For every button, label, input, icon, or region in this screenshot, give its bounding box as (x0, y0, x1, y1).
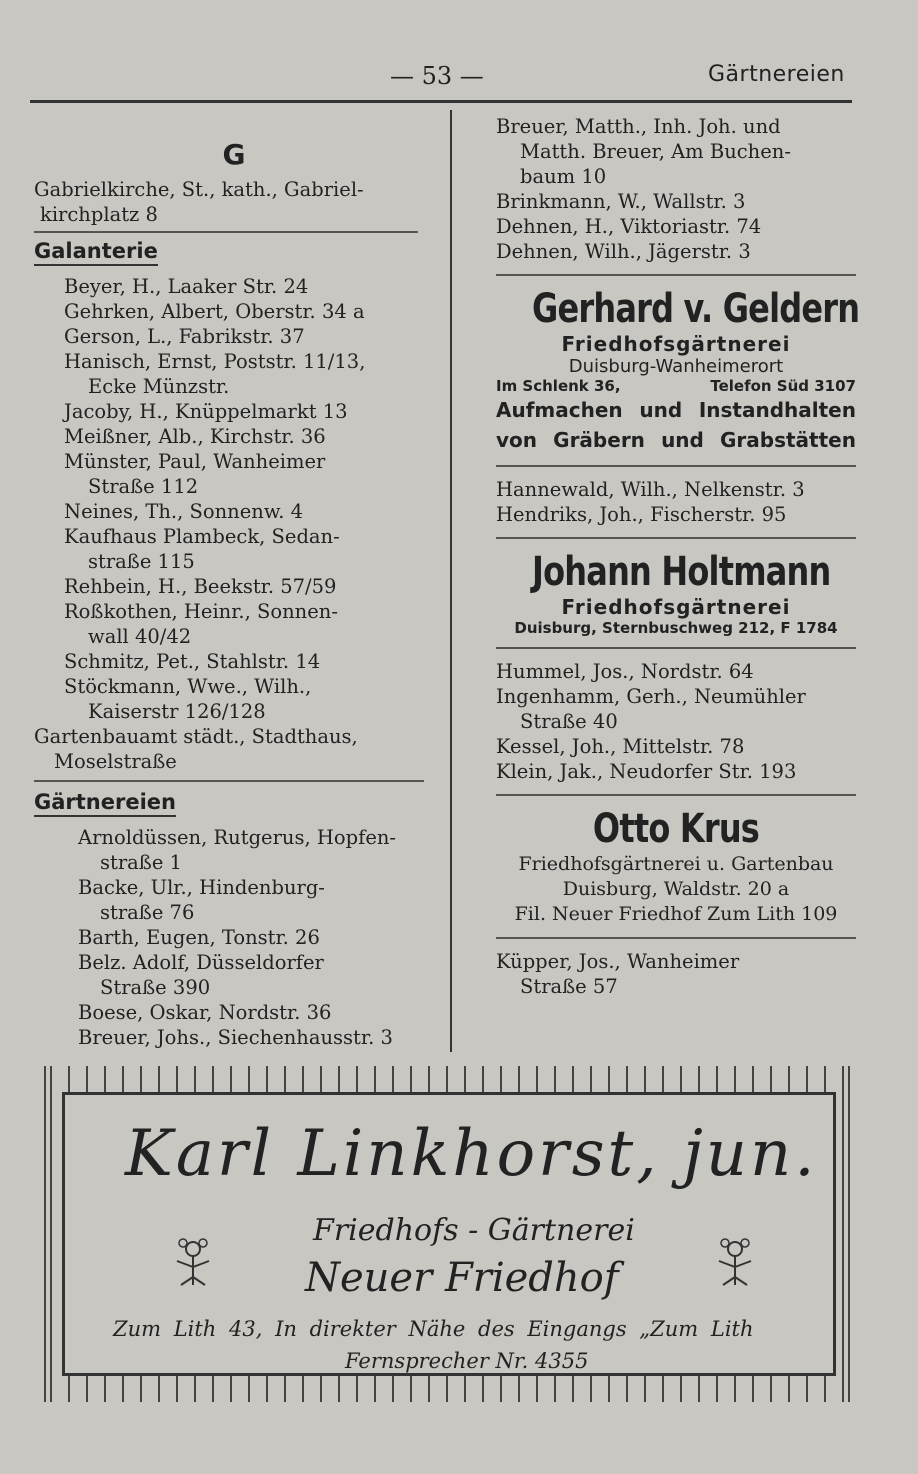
ad-linkhorst-place: Neuer Friedhof (305, 1255, 619, 1301)
ad-krus-line: Fil. Neuer Friedhof Zum Lith 109 (514, 903, 838, 925)
entry-line: Schmitz, Pet., Stahlstr. 14 (64, 650, 321, 673)
entry-line: Straße 112 (88, 475, 199, 498)
entry-line: Hanisch, Ernst, Poststr. 11/13, (64, 350, 366, 373)
ad-geldern (496, 286, 860, 455)
galanterie-heading: Galanterie (34, 239, 158, 266)
ad-geldern-name: Gerhard v. Geldern (532, 286, 860, 332)
entry-line: straße 76 (100, 901, 195, 924)
entry-line: Kaiserstr 126/128 (88, 700, 266, 723)
entry-line: wall 40/42 (88, 625, 192, 648)
ad-linkhorst-sub: Friedhofs - Gärtnerei (313, 1213, 635, 1248)
entry-line: Jacoby, H., Knüppelmarkt 13 (64, 400, 348, 423)
ad-krus (496, 806, 856, 927)
entry-line: Hendriks, Joh., Fischerstr. 95 (496, 503, 787, 526)
entry-line: Breuer, Matth., Inh. Joh. und (496, 115, 781, 138)
ad-geldern-address: Im Schlenk 36, (496, 377, 621, 395)
ad-geldern-word: und (661, 428, 704, 452)
ad-linkhorst-phone: Fernsprecher Nr. 4355 (345, 1349, 589, 1373)
entry-line: Barth, Eugen, Tonstr. 26 (78, 926, 320, 949)
left-column (34, 128, 434, 1050)
ad-linkhorst (62, 1092, 836, 1376)
ad-geldern-word: Gräbern (553, 428, 645, 452)
entry-line: Stöckmann, Wwe., Wilh., (64, 675, 312, 698)
entry-line: Moselstraße (54, 750, 177, 773)
ad-geldern-sub: Friedhofsgärtnerei (561, 332, 791, 356)
entry-line: Dehnen, H., Viktoriastr. 74 (496, 215, 762, 238)
divider (496, 537, 856, 539)
ad-geldern-word: von (496, 428, 538, 452)
ad-linkhorst-address: Zum Lith 43, In direkter Nähe des Eingangs „Zum Lith (113, 1317, 754, 1341)
gaertnereien-heading: Gärtnereien (34, 790, 176, 817)
entry-line: Gerson, L., Fabrikstr. 37 (64, 325, 305, 348)
entry-line: Roßkothen, Heinr., Sonnen- (64, 600, 338, 623)
entry-line: Straße 390 (100, 976, 211, 999)
divider (496, 937, 856, 939)
entry-line: straße 115 (88, 550, 195, 573)
entry-line: Backe, Ulr., Hindenburg- (78, 876, 325, 899)
entry-line: Ecke Münzstr. (88, 375, 230, 398)
ad-linkhorst-border (36, 1066, 862, 1402)
divider (496, 647, 856, 649)
entry-line: Arnoldüssen, Rutgerus, Hopfen- (78, 826, 397, 849)
divider (496, 465, 856, 467)
entry-line: Küpper, Jos., Wanheimer (496, 950, 740, 973)
entry-line: Meißner, Alb., Kirchstr. 36 (64, 425, 326, 448)
ad-holtmann-name: Johann Holtmann (532, 549, 831, 595)
entry-line: Brinkmann, W., Wallstr. 3 (496, 190, 746, 213)
ad-holtmann (496, 549, 856, 637)
ad-holtmann-sub: Friedhofsgärtnerei (561, 595, 791, 619)
entry-line: Straße 57 (520, 975, 618, 998)
divider (34, 780, 424, 782)
entry-line: Neines, Th., Sonnenw. 4 (64, 500, 303, 523)
entry-line: Beyer, H., Laaker Str. 24 (64, 275, 309, 298)
ad-geldern-word: und (639, 398, 683, 422)
entry-line: Breuer, Johs., Siechenhausstr. 3 (78, 1026, 393, 1049)
flower-ornament-icon (163, 1235, 223, 1291)
entry-line: Münster, Paul, Wanheimer (64, 450, 326, 473)
entry-line: kirchplatz 8 (40, 203, 158, 226)
column-divider (450, 110, 452, 1052)
ad-krus-name: Otto Krus (592, 806, 760, 852)
letter-heading: G (222, 138, 246, 171)
ad-krus-line: Duisburg, Waldstr. 20 a (562, 878, 790, 900)
ad-geldern-phone: Telefon Süd 3107 (710, 377, 856, 395)
right-column (496, 114, 860, 999)
ad-linkhorst-name: Karl Linkhorst, jun. (125, 1117, 818, 1191)
ad-geldern-word: Grabstätten (720, 428, 856, 452)
divider (34, 231, 418, 233)
ad-krus-line: Friedhofsgärtnerei u. Gartenbau (518, 853, 834, 875)
entry-line: Hannewald, Wilh., Nelkenstr. 3 (496, 478, 805, 501)
flower-ornament-icon (705, 1235, 765, 1291)
divider (496, 274, 856, 276)
page-number: — 53 — (390, 62, 484, 90)
ad-geldern-place: Duisburg-Wanheimerort (568, 356, 784, 377)
entry-line: Boese, Oskar, Nordstr. 36 (78, 1001, 332, 1024)
entry-line: Klein, Jak., Neudorfer Str. 193 (496, 760, 797, 783)
entry-line: Ingenhamm, Gerh., Neumühler (496, 685, 806, 708)
entry-line: Hummel, Jos., Nordstr. 64 (496, 660, 754, 683)
entry-line: Gabrielkirche, St., kath., Gabriel- (34, 178, 364, 201)
entry-line: Dehnen, Wilh., Jägerstr. 3 (496, 240, 751, 263)
ad-geldern-word: Instandhalten (698, 398, 856, 422)
entry-line: Matth. Breuer, Am Buchen- (520, 140, 791, 163)
section-title: Gärtnereien (708, 62, 845, 87)
entry-line: Kessel, Joh., Mittelstr. 78 (496, 735, 745, 758)
entry-line: Kaufhaus Plambeck, Sedan- (64, 525, 340, 548)
entry-line: Straße 40 (520, 710, 618, 733)
entry-line: straße 1 (100, 851, 182, 874)
ad-holtmann-address: Duisburg, Sternbuschweg 212, F 1784 (514, 619, 838, 637)
entry-line: Rehbein, H., Beekstr. 57/59 (64, 575, 337, 598)
header-rule (30, 100, 852, 103)
divider (496, 794, 856, 796)
entry-line: Gehrken, Albert, Oberstr. 34 a (64, 300, 365, 323)
entry-line: Belz. Adolf, Düsseldorfer (78, 951, 324, 974)
ad-geldern-word: Aufmachen (496, 398, 623, 422)
entry-line: Gartenbauamt städt., Stadthaus, (34, 725, 358, 748)
entry-line: baum 10 (520, 165, 607, 188)
